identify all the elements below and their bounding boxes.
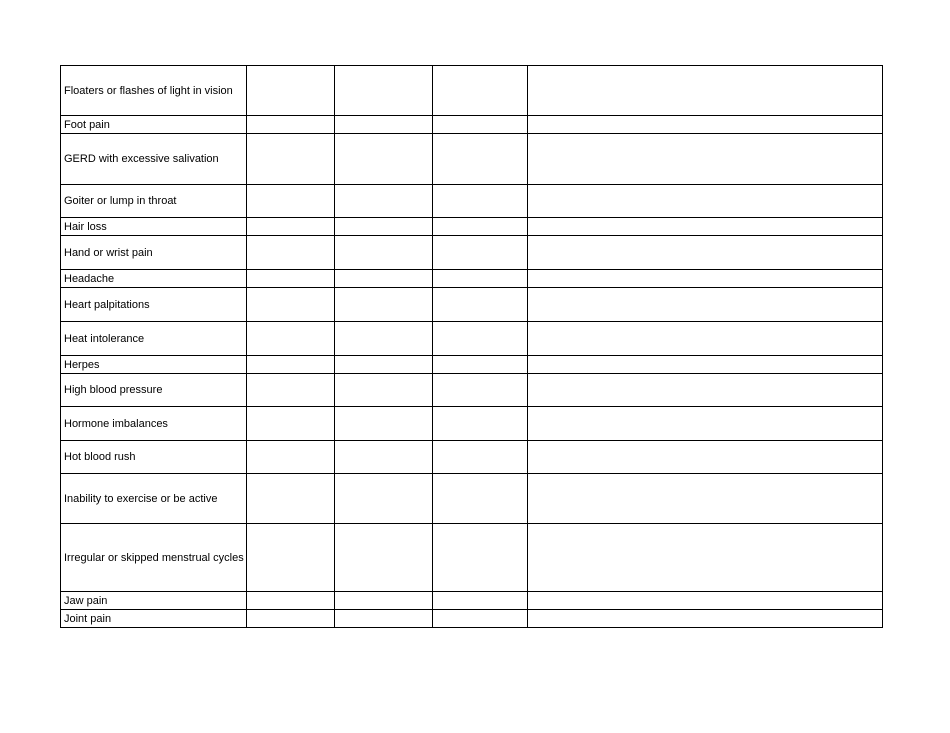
table-row [61, 524, 883, 592]
empty-cell[interactable] [335, 270, 433, 288]
empty-cell[interactable] [528, 288, 883, 322]
empty-cell[interactable] [335, 610, 433, 628]
empty-cell[interactable] [528, 474, 883, 524]
empty-cell[interactable] [433, 322, 528, 356]
empty-cell[interactable] [433, 116, 528, 134]
table-row [61, 407, 883, 441]
empty-cell[interactable] [528, 374, 883, 407]
empty-cell[interactable] [247, 322, 335, 356]
empty-cell[interactable] [433, 356, 528, 374]
empty-cell[interactable] [528, 134, 883, 185]
symptom-label: High blood pressure [61, 374, 247, 407]
empty-cell[interactable] [247, 218, 335, 236]
empty-cell[interactable] [335, 374, 433, 407]
table-row [61, 66, 883, 116]
symptom-label: Floaters or flashes of light in vision [61, 66, 247, 116]
symptom-label: Hand or wrist pain [61, 236, 247, 270]
empty-cell[interactable] [247, 356, 335, 374]
table-row [61, 134, 883, 185]
table-row [61, 218, 883, 236]
empty-cell[interactable] [528, 218, 883, 236]
empty-cell[interactable] [528, 524, 883, 592]
empty-cell[interactable] [528, 322, 883, 356]
symptom-label: Hormone imbalances [61, 407, 247, 441]
empty-cell[interactable] [247, 592, 335, 610]
empty-cell[interactable] [335, 134, 433, 185]
empty-cell[interactable] [433, 236, 528, 270]
empty-cell[interactable] [433, 270, 528, 288]
empty-cell[interactable] [335, 441, 433, 474]
empty-cell[interactable] [247, 270, 335, 288]
table-row [61, 592, 883, 610]
table-row [61, 356, 883, 374]
empty-cell[interactable] [247, 610, 335, 628]
empty-cell[interactable] [433, 185, 528, 218]
empty-cell[interactable] [247, 524, 335, 592]
table-row [61, 185, 883, 218]
table-row [61, 288, 883, 322]
empty-cell[interactable] [528, 356, 883, 374]
empty-cell[interactable] [433, 441, 528, 474]
empty-cell[interactable] [335, 236, 433, 270]
empty-cell[interactable] [247, 407, 335, 441]
empty-cell[interactable] [528, 592, 883, 610]
table-row [61, 236, 883, 270]
symptom-table [60, 65, 883, 628]
empty-cell[interactable] [335, 288, 433, 322]
empty-cell[interactable] [335, 592, 433, 610]
empty-cell[interactable] [247, 236, 335, 270]
empty-cell[interactable] [247, 441, 335, 474]
empty-cell[interactable] [433, 218, 528, 236]
empty-cell[interactable] [433, 592, 528, 610]
symptom-label: Headache [61, 270, 247, 288]
empty-cell[interactable] [335, 116, 433, 134]
empty-cell[interactable] [247, 288, 335, 322]
empty-cell[interactable] [528, 66, 883, 116]
symptom-label: Hair loss [61, 218, 247, 236]
table-row [61, 270, 883, 288]
empty-cell[interactable] [335, 66, 433, 116]
empty-cell[interactable] [335, 524, 433, 592]
table-row [61, 610, 883, 628]
empty-cell[interactable] [247, 374, 335, 407]
symptom-label: Foot pain [61, 116, 247, 134]
symptom-label: GERD with excessive salivation [61, 134, 247, 185]
empty-cell[interactable] [433, 474, 528, 524]
empty-cell[interactable] [335, 407, 433, 441]
empty-cell[interactable] [335, 356, 433, 374]
symptom-label: Joint pain [61, 610, 247, 628]
symptom-label: Inability to exercise or be active [61, 474, 247, 524]
symptom-label: Herpes [61, 356, 247, 374]
empty-cell[interactable] [433, 374, 528, 407]
empty-cell[interactable] [433, 288, 528, 322]
empty-cell[interactable] [247, 185, 335, 218]
empty-cell[interactable] [433, 524, 528, 592]
empty-cell[interactable] [247, 116, 335, 134]
empty-cell[interactable] [528, 441, 883, 474]
table-row [61, 374, 883, 407]
empty-cell[interactable] [335, 322, 433, 356]
symptom-label: Heat intolerance [61, 322, 247, 356]
empty-cell[interactable] [335, 218, 433, 236]
empty-cell[interactable] [528, 185, 883, 218]
table-row [61, 441, 883, 474]
empty-cell[interactable] [247, 474, 335, 524]
empty-cell[interactable] [247, 134, 335, 185]
empty-cell[interactable] [335, 185, 433, 218]
empty-cell[interactable] [528, 116, 883, 134]
empty-cell[interactable] [433, 610, 528, 628]
table-row [61, 116, 883, 134]
symptom-label: Hot blood rush [61, 441, 247, 474]
empty-cell[interactable] [335, 474, 433, 524]
symptom-label: Jaw pain [61, 592, 247, 610]
empty-cell[interactable] [433, 407, 528, 441]
symptom-label: Heart palpitations [61, 288, 247, 322]
empty-cell[interactable] [247, 66, 335, 116]
symptom-label: Goiter or lump in throat [61, 185, 247, 218]
empty-cell[interactable] [528, 236, 883, 270]
empty-cell[interactable] [528, 270, 883, 288]
empty-cell[interactable] [433, 134, 528, 185]
table-row [61, 322, 883, 356]
empty-cell[interactable] [528, 610, 883, 628]
empty-cell[interactable] [433, 66, 528, 116]
empty-cell[interactable] [528, 407, 883, 441]
table-row [61, 474, 883, 524]
symptom-label: Irregular or skipped menstrual cycles [61, 524, 247, 592]
